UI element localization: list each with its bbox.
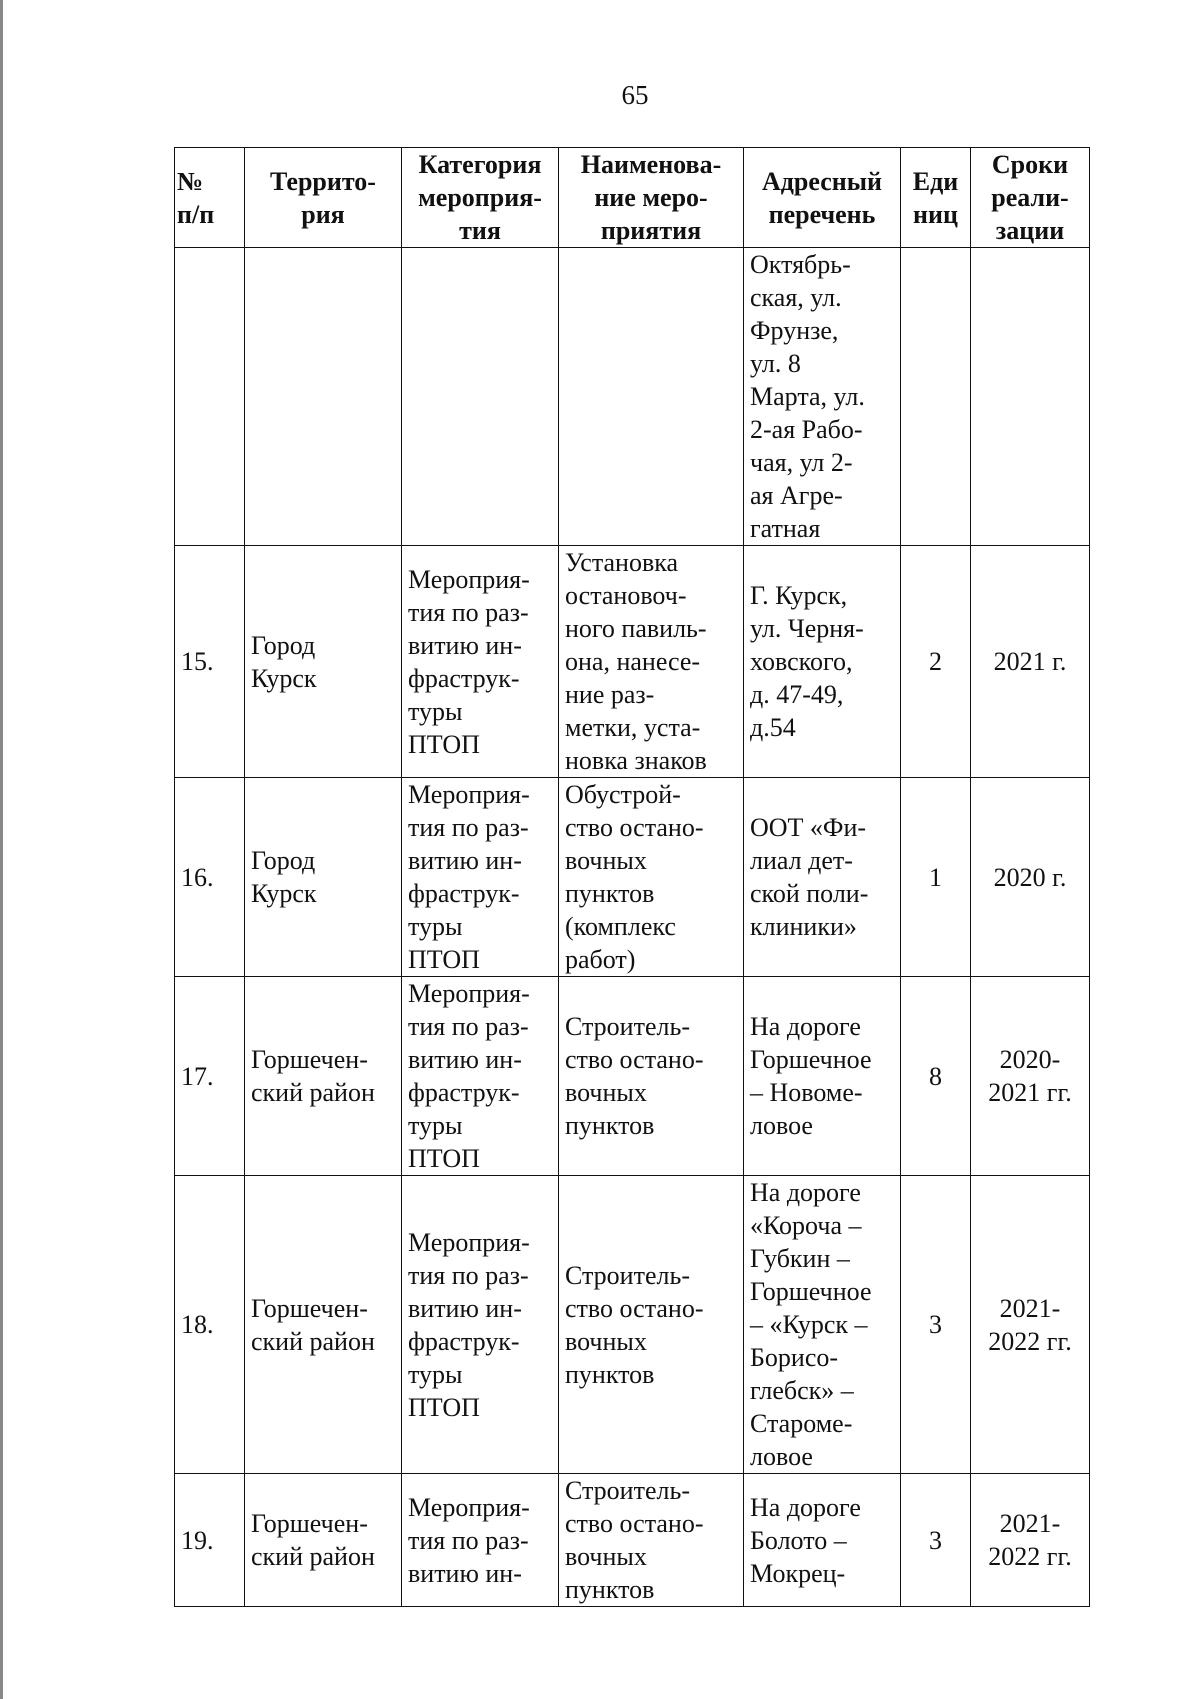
cell-units: 2 xyxy=(901,546,971,778)
cell-num: 18. xyxy=(175,1176,245,1474)
cell-terms: 2021 г. xyxy=(971,546,1090,778)
header-category: Категория мероприя- тия xyxy=(402,148,559,248)
table-row xyxy=(175,778,1090,977)
scan-edge-line xyxy=(0,0,3,1699)
cell-num: 19. xyxy=(175,1474,245,1607)
cell-name: Обустрой- ство остано- вочных пунктов (комплекс работ) xyxy=(559,778,744,977)
cell-territory: Горшечен- ский район xyxy=(245,1474,402,1607)
cell-units: 1 xyxy=(901,778,971,977)
cell-num xyxy=(175,248,245,546)
cell-address: На дороге «Короча – Губкин – Горшечное – «Курск – Борисо- глебск» – Староме- ловое xyxy=(744,1176,901,1474)
page-number: 65 xyxy=(621,80,649,110)
cell-terms: 2020 г. xyxy=(971,778,1090,977)
cell-territory xyxy=(245,248,402,546)
cell-name: Строитель- ство остано- вочных пунктов xyxy=(559,1176,744,1474)
cell-name: Строитель- ство остано- вочных пунктов xyxy=(559,1474,744,1607)
cell-territory: Горшечен- ский район xyxy=(245,1176,402,1474)
header-name: Наименова- ние меро- приятия xyxy=(559,148,744,248)
cell-address: На дороге Горшечное – Новоме- ловое xyxy=(744,977,901,1176)
table-row xyxy=(175,977,1090,1176)
cell-units xyxy=(901,248,971,546)
cell-name xyxy=(559,248,744,546)
cell-category: Мероприя- тия по раз- витию ин- xyxy=(402,1474,559,1607)
cell-territory: Город Курск xyxy=(245,546,402,778)
events-table xyxy=(174,147,1090,1607)
cell-units: 3 xyxy=(901,1176,971,1474)
cell-terms: 2021- 2022 гг. xyxy=(971,1474,1090,1607)
table-header-row xyxy=(175,148,1090,248)
header-units: Еди ниц xyxy=(901,148,971,248)
cell-category: Мероприя- тия по раз- витию ин- фраструк- туры ПТОП xyxy=(402,546,559,778)
table-row xyxy=(175,248,1090,546)
header-terms: Сроки реали- зации xyxy=(971,148,1090,248)
table-row xyxy=(175,1176,1090,1474)
cell-address: На дороге Болото – Мокрец- xyxy=(744,1474,901,1607)
cell-num: 17. xyxy=(175,977,245,1176)
cell-category: Мероприя- тия по раз- витию ин- фраструк- туры ПТОП xyxy=(402,778,559,977)
table-row xyxy=(175,546,1090,778)
header-address: Адресный перечень xyxy=(744,148,901,248)
cell-terms: 2021- 2022 гг. xyxy=(971,1176,1090,1474)
cell-name: Установка остановоч- ного павиль- она, нанесе- ние раз- метки, уста- новка знаков xyxy=(559,546,744,778)
header-num: № п/п xyxy=(175,148,245,248)
cell-num: 15. xyxy=(175,546,245,778)
cell-terms: 2020- 2021 гг. xyxy=(971,977,1090,1176)
cell-category: Мероприя- тия по раз- витию ин- фраструк- туры ПТОП xyxy=(402,977,559,1176)
cell-terms xyxy=(971,248,1090,546)
cell-units: 3 xyxy=(901,1474,971,1607)
cell-category: Мероприя- тия по раз- витию ин- фраструк- туры ПТОП xyxy=(402,1176,559,1474)
cell-territory: Горшечен- ский район xyxy=(245,977,402,1176)
cell-territory: Город Курск xyxy=(245,778,402,977)
cell-units: 8 xyxy=(901,977,971,1176)
table-row xyxy=(175,1474,1090,1607)
header-territory: Террито- рия xyxy=(245,148,402,248)
cell-name: Строитель- ство остано- вочных пунктов xyxy=(559,977,744,1176)
cell-address: Октябрь- ская, ул. Фрунзе, ул. 8 Марта, ул. 2-ая Рабо- чая, ул 2- ая Агре- гатная xyxy=(744,248,901,546)
cell-address: ООТ «Фи- лиал дет- ской поли- клиники» xyxy=(744,778,901,977)
cell-num: 16. xyxy=(175,778,245,977)
cell-address: Г. Курск, ул. Черня- ховского, д. 47-49, д.54 xyxy=(744,546,901,778)
cell-category xyxy=(402,248,559,546)
